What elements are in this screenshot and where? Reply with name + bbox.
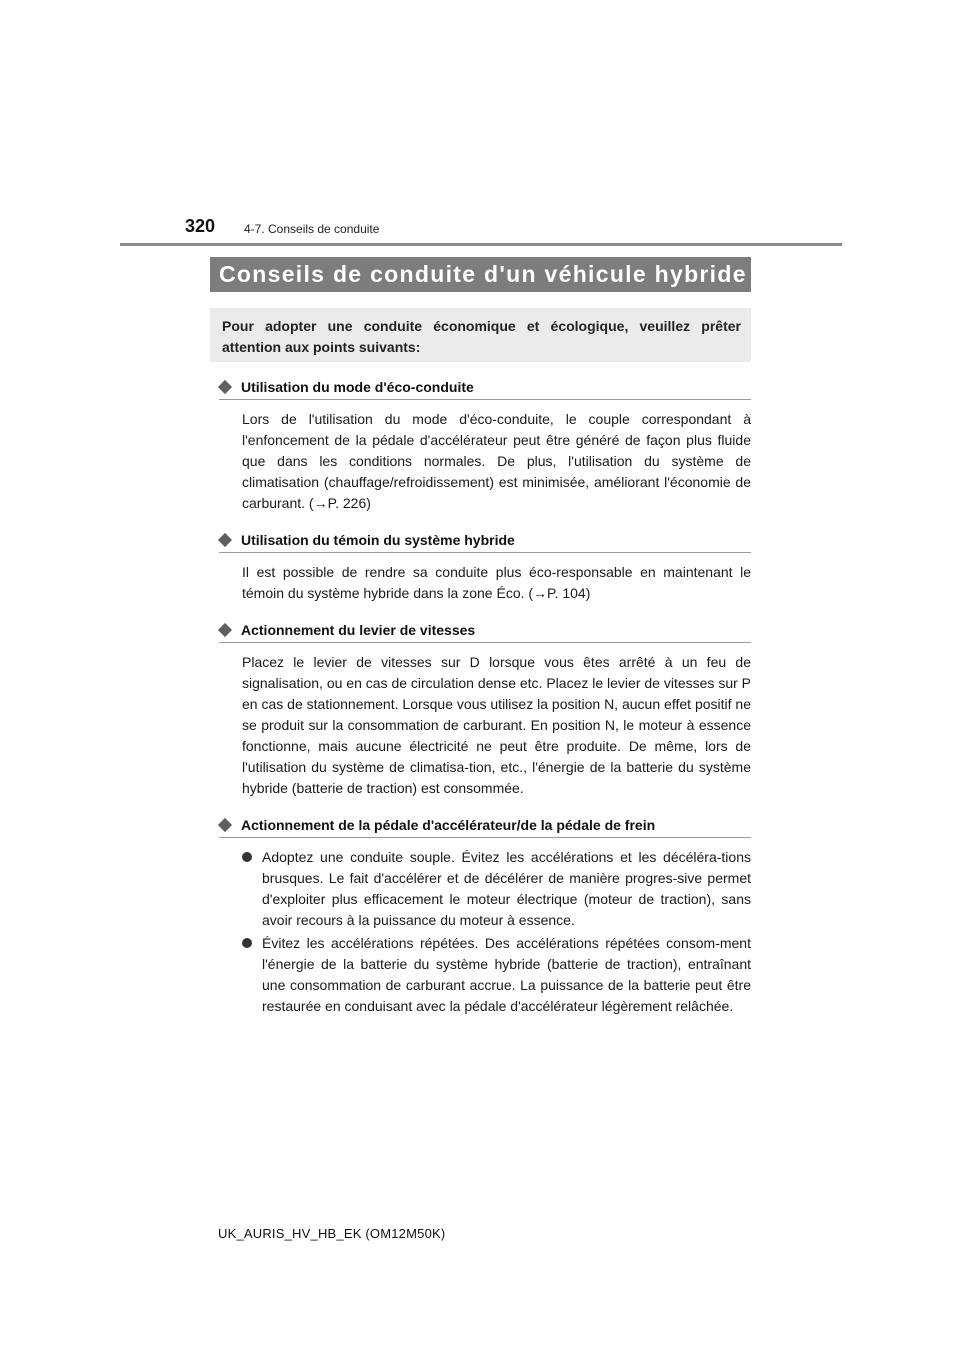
header-divider (120, 243, 842, 246)
document-code: UK_AURIS_HV_HB_EK (OM12M50K) (218, 1226, 446, 1241)
bullet-text: Évitez les accélérations répétées. Des accélérations répétées consom-ment l'énergie de la batterie du système hybride (batterie de traction), entraînant une consommation de carburant accrue. La puissance de la batterie peut être restaurée en conduisant avec la pédale d'accélérateur légèrement relâchée. (262, 935, 751, 1014)
diamond-icon (218, 532, 232, 546)
section-heading (219, 375, 751, 400)
diamond-icon (218, 379, 232, 393)
diamond-icon (218, 817, 232, 831)
section-heading-text: Utilisation du mode d'éco-conduite (241, 378, 474, 395)
intro-text: Pour adopter une conduite économique et écologique, veuillez prêter attention aux points suivants: (222, 318, 741, 355)
bullet-item (242, 847, 751, 931)
intro-box (210, 308, 751, 362)
section-heading (219, 813, 751, 838)
bullet-icon (242, 938, 252, 948)
main-content (219, 375, 751, 1019)
bullet-text: Adoptez une conduite souple. Évitez les accélérations et les décéléra-tions brusques. Le fait d'accélérer et de décélérer de manière progres-sive permet d'exploiter plus efficacement le moteur électrique (moteur de traction), sans avoir recours à la puissance du moteur à essence. (262, 849, 751, 928)
bullet-icon (242, 852, 252, 862)
section-paragraph: Placez le levier de vitesses sur D lorsque vous êtes arrêté à un feu de signalisation, ou en cas de circulation dense etc. Placez le levier de vitesses sur P en cas de stationnement. Lorsque vous utilisez la position N, aucun effet positif ne se produit sur la consommation de carburant. En position N, le moteur à essence fonctionne, mais aucune électricité ne peut être produite. De même, lors de l'utilisation du système de climatisa-tion, etc., l'énergie de la batterie du système hybride (batterie de traction) est consommée. (242, 654, 751, 796)
diamond-icon (218, 622, 232, 636)
section-paragraph: Il est possible de rendre sa conduite plus éco-responsable en maintenant le témoin du système hybride dans la zone Éco. (→P. 104) (242, 564, 751, 601)
section-paragraph: Lors de l'utilisation du mode d'éco-conduite, le couple correspondant à l'enfoncement de la pédale d'accélérateur peut être généré de façon plus fluide que dans les conditions normales. De plus, l'utilisation du système de climatisation (chauffage/refroidissement) est minimisée, améliorant l'économie de carburant. (→P. 226) (242, 411, 751, 511)
section-reference: 4-7. Conseils de conduite (244, 222, 380, 236)
section-heading-text: Actionnement du levier de vitesses (241, 621, 476, 638)
section-heading-text: Utilisation du témoin du système hybride (241, 531, 515, 548)
section-heading-text: Actionnement de la pédale d'accélérateur/de la pédale de frein (241, 816, 656, 833)
page-number: 320 (185, 216, 216, 236)
section-heading (219, 618, 751, 643)
bullet-item (242, 933, 751, 1017)
page-title: Conseils de conduite d'un véhicule hybride (210, 257, 751, 292)
section-heading (219, 528, 751, 553)
